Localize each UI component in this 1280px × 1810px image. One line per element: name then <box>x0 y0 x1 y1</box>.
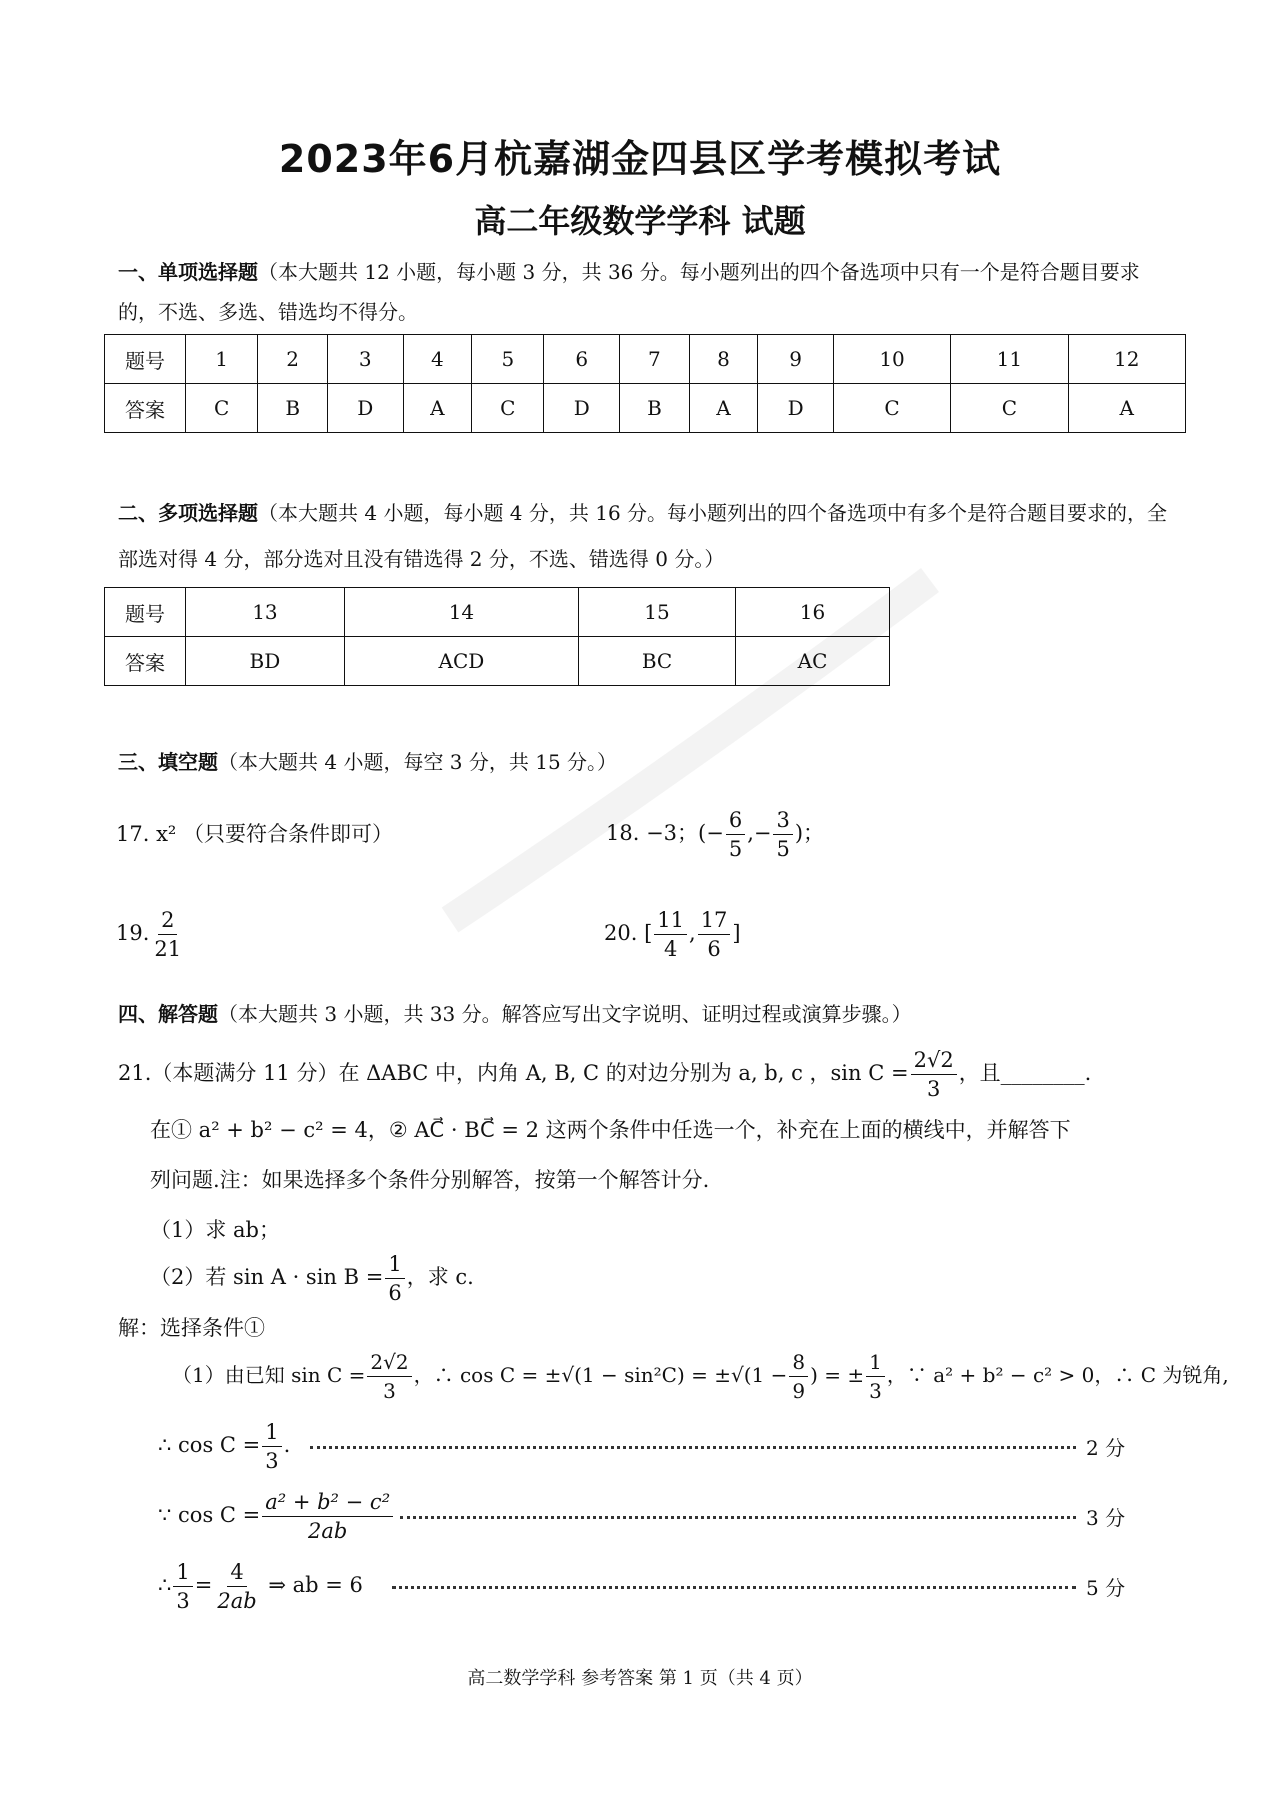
table-row <box>105 588 890 637</box>
fraction <box>698 906 731 963</box>
table-cell: BD <box>186 637 345 686</box>
step-text: ，∵ a² + b² − c² > 0，∴ C 为锐角, <box>886 1363 1229 1387</box>
table-cell: 11 <box>951 335 1068 384</box>
table-cell: 3 <box>327 335 403 384</box>
denominator: 2ab <box>217 1589 257 1613</box>
fraction <box>214 1558 259 1615</box>
denominator: 21 <box>154 937 182 961</box>
denominator: 5 <box>776 837 790 861</box>
denominator: 3 <box>926 1077 941 1101</box>
step-text: ∴ <box>158 1573 172 1597</box>
answer-20-prefix: 20. [ <box>604 921 653 945</box>
table-cell: BC <box>579 637 736 686</box>
q21-part2 <box>150 1250 474 1307</box>
fraction <box>789 1348 808 1405</box>
solution-step-3 <box>158 1488 395 1545</box>
fraction <box>911 1046 957 1103</box>
fraction <box>866 1348 885 1405</box>
solution-heading: 解：选择条件① <box>118 1316 265 1340</box>
q21-part1: （1）求 ab； <box>150 1218 280 1242</box>
table-cell: 12 <box>1068 335 1185 384</box>
table-cell: D <box>758 384 834 433</box>
table-cell: C <box>951 384 1068 433</box>
denominator: 3 <box>383 1379 396 1403</box>
denominator: 3 <box>176 1589 190 1613</box>
solution-step-4 <box>158 1558 363 1615</box>
table-row <box>105 637 890 686</box>
table-cell: 16 <box>736 588 890 637</box>
dotted-leader <box>392 1586 1076 1589</box>
table-cell: 6 <box>544 335 620 384</box>
numerator: 6 <box>726 806 745 835</box>
step-text: （1）由已知 sin C = <box>172 1363 366 1387</box>
page-title: 2023年6月杭嘉湖金四县区学考模拟考试 <box>278 137 1002 181</box>
numerator: 1 <box>262 1418 281 1447</box>
q21-text: 21.（本题满分 11 分）在 ΔABC 中，内角 A, B, C 的对边分别为 a, b, c ，sin C = <box>118 1061 909 1085</box>
numerator: 2√2 <box>911 1046 957 1075</box>
row-label: 答案 <box>105 384 186 433</box>
denominator: 9 <box>792 1379 806 1403</box>
row-label: 题号 <box>105 335 186 384</box>
denominator: 2ab <box>308 1519 348 1543</box>
denominator: 3 <box>265 1449 279 1473</box>
fraction <box>262 1418 281 1475</box>
table-cell: C <box>833 384 950 433</box>
numerator: 2 <box>158 906 177 935</box>
answer-19-prefix: 19. <box>116 921 150 945</box>
fraction <box>654 906 687 963</box>
row-label: 题号 <box>105 588 186 637</box>
fraction <box>367 1348 411 1405</box>
section2-heading: 二、多项选择题 <box>118 501 258 525</box>
table-cell: 10 <box>833 335 950 384</box>
numerator: 1 <box>866 1348 885 1377</box>
q21-part2-text: （2）若 sin A · sin B = <box>150 1265 384 1289</box>
page-subtitle: 高二年级数学学科 试题 <box>474 202 806 240</box>
fraction <box>173 1558 192 1615</box>
fraction <box>385 1250 404 1307</box>
step-text: ⇒ ab = 6 <box>268 1573 363 1597</box>
table-cell: D <box>327 384 403 433</box>
numerator: 1 <box>385 1250 404 1279</box>
table-cell: AC <box>736 637 890 686</box>
section2-answer-table <box>104 587 890 686</box>
score-label: 2 分 <box>1086 1436 1126 1460</box>
table-cell: 9 <box>758 335 834 384</box>
section3-heading: 三、填空题 <box>118 750 218 774</box>
answer-20: 20. [ $\frac{11}{4}$ , $\frac{17}{6}$ ] <box>604 908 741 961</box>
table-cell: ACD <box>344 637 578 686</box>
table-cell: C <box>186 384 258 433</box>
table-cell: 1 <box>186 335 258 384</box>
table-cell: A <box>1068 384 1185 433</box>
q21-note: 列问题.注：如果选择多个条件分别解答，按第一个解答计分. <box>150 1168 710 1192</box>
section4-heading: 四、解答题 <box>118 1002 218 1026</box>
table-cell: A <box>689 384 758 433</box>
table-cell: 15 <box>579 588 736 637</box>
section2-desc: （本大题共 4 小题，每小题 4 分，共 16 分。每小题列出的四个备选项中有多个是符合题目要求的，全部选对得 4 分，部分选对且没有错选得 2 分，不选、错选得 0 分。） <box>118 501 1168 571</box>
step-text: ∴ cos C = <box>158 1433 261 1457</box>
table-cell: 7 <box>620 335 690 384</box>
q21-text-end: ，且________. <box>958 1061 1092 1085</box>
solution-step-1 <box>172 1348 1229 1405</box>
table-cell: D <box>544 384 620 433</box>
section4-intro <box>118 994 1178 1034</box>
section1-intro <box>118 252 1178 332</box>
section1-heading: 一、单项选择题 <box>118 260 258 284</box>
table-cell: 5 <box>472 335 544 384</box>
answer-18-prefix: 18. −3；(− <box>606 821 724 845</box>
table-row <box>105 335 1186 384</box>
answer-17: 17. x² （只要符合条件即可） <box>116 822 394 846</box>
score-label: 5 分 <box>1086 1576 1126 1600</box>
fraction <box>726 806 745 863</box>
section1-desc: （本大题共 12 小题，每小题 3 分，共 36 分。每小题列出的四个备选项中只有一个是符合题目要求的，不选、多选、错选均不得分。 <box>118 260 1140 324</box>
separator: ,− <box>747 821 772 845</box>
section3-intro <box>118 742 1178 782</box>
numerator: 17 <box>698 906 731 935</box>
numerator: 3 <box>773 806 792 835</box>
answer-18-suffix: )； <box>794 821 825 845</box>
numerator: 4 <box>227 1558 246 1587</box>
section3-desc: （本大题共 4 小题，每空 3 分，共 15 分。） <box>218 750 618 774</box>
numerator: 1 <box>173 1558 192 1587</box>
dotted-leader <box>400 1516 1076 1519</box>
table-cell: 14 <box>344 588 578 637</box>
fraction <box>262 1488 393 1545</box>
numerator: a² + b² − c² <box>262 1488 393 1517</box>
table-cell: 8 <box>689 335 758 384</box>
denominator: 4 <box>663 937 678 961</box>
table-cell: B <box>620 384 690 433</box>
section4-desc: （本大题共 3 小题，共 33 分。解答应写出文字说明、证明过程或演算步骤。） <box>218 1002 912 1026</box>
denominator: 6 <box>707 937 721 961</box>
page-footer: 高二数学学科 参考答案 第 1 页（共 4 页） <box>467 1668 813 1689</box>
section2-intro <box>118 490 1178 582</box>
row-label: 答案 <box>105 637 186 686</box>
fraction <box>773 806 792 863</box>
step-text: ，∴ cos C = ±√(1 − sin²C) = ±√(1 − <box>413 1363 788 1387</box>
q21-stem <box>118 1046 1091 1103</box>
denominator: 6 <box>388 1281 402 1305</box>
step-text: ) = ± <box>810 1363 865 1387</box>
score-label: 3 分 <box>1086 1506 1126 1530</box>
answer-19 <box>116 906 186 963</box>
dotted-leader <box>310 1446 1076 1449</box>
answer-18 <box>606 806 824 863</box>
step-text: = <box>194 1573 213 1597</box>
q21-conditions: 在① a² + b² − c² = 4，② AC⃗ · BC⃗ = 2 这两个条件中任选一个，补充在上面的横线中，并解答下 <box>150 1118 1071 1142</box>
step-text: ∵ cos C = <box>158 1503 261 1527</box>
table-row <box>105 384 1186 433</box>
q21-part2-end: ，求 c. <box>406 1265 474 1289</box>
section1-answer-table <box>104 334 1186 433</box>
step-text: . <box>283 1433 291 1457</box>
table-cell: 4 <box>403 335 472 384</box>
numerator: 11 <box>654 906 687 935</box>
fraction <box>151 906 184 963</box>
numerator: 2√2 <box>367 1348 411 1377</box>
table-cell: 13 <box>186 588 345 637</box>
table-cell: C <box>472 384 544 433</box>
denominator: 3 <box>869 1379 882 1403</box>
table-cell: A <box>403 384 472 433</box>
denominator: 5 <box>728 837 743 861</box>
solution-step-2 <box>158 1418 290 1475</box>
table-cell: 2 <box>258 335 328 384</box>
table-cell: B <box>258 384 328 433</box>
answer-20-suffix: ] <box>732 921 741 945</box>
numerator: 8 <box>789 1348 808 1377</box>
